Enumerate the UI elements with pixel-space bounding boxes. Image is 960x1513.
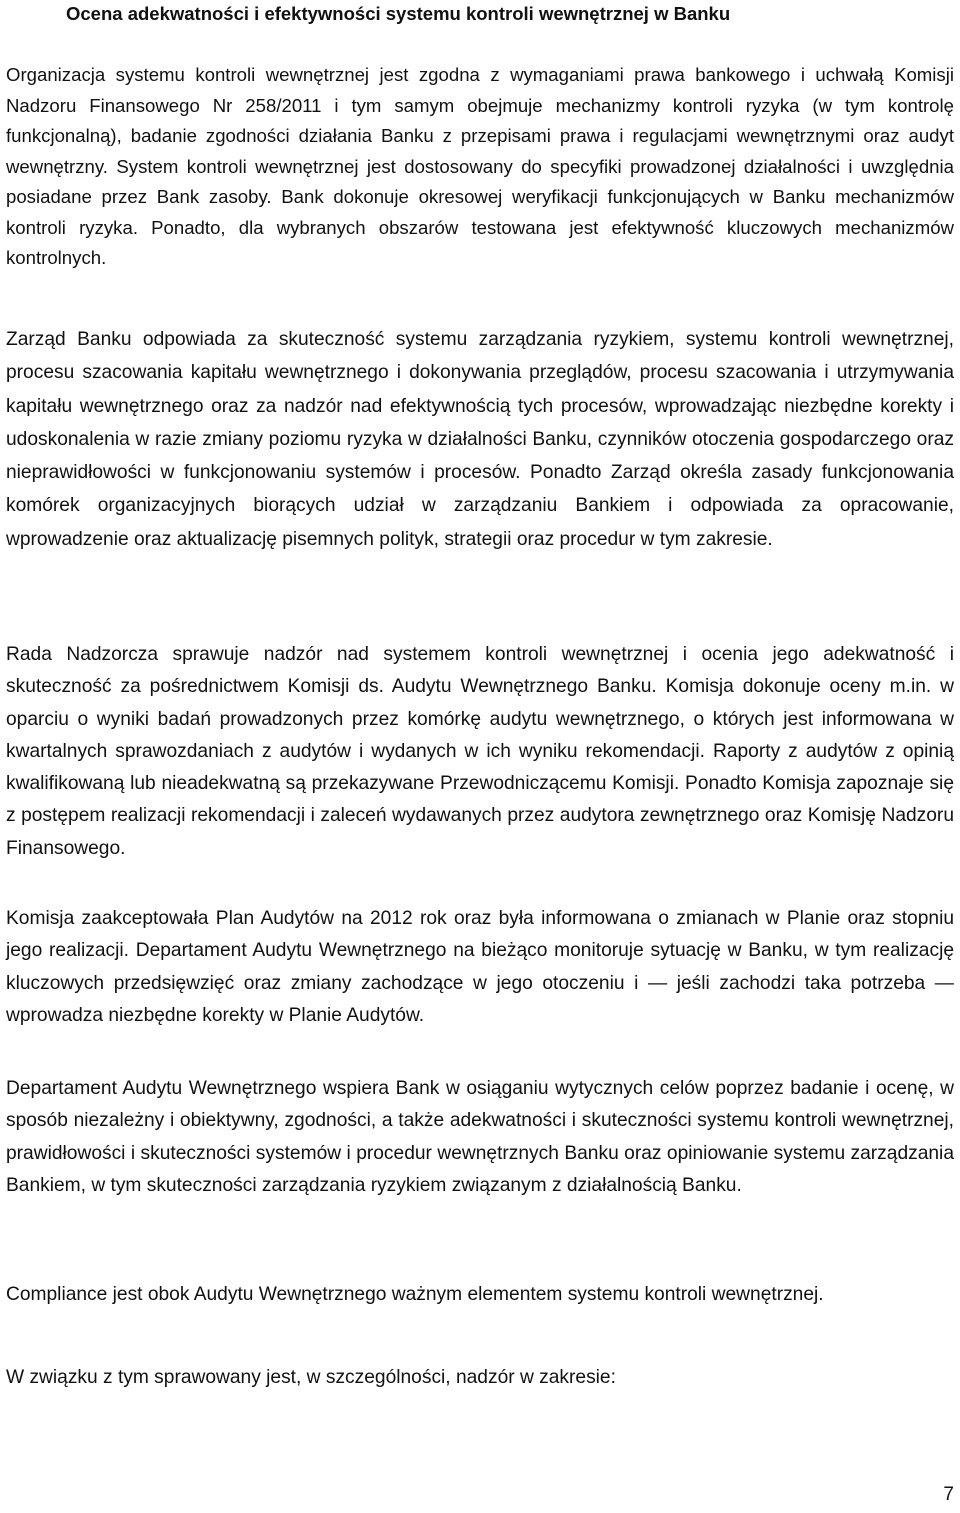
section-heading: Ocena adekwatności i efektywności systemu kontroli wewnętrznej w Banku <box>66 3 731 24</box>
paragraph-oversight-scope-intro: W związku z tym sprawowany jest, w szczególności, nadzór w zakresie: <box>6 1367 616 1388</box>
paragraph-internal-control-organization: Organizacja systemu kontroli wewnętrznej jest zgodna z wymaganiami prawa bankowego i uchwałą Komisji Nadzoru Finansowego Nr 258/2011 i tym samym obejmuje mechanizmy kontroli ryzyka (w tym kontrolę funkcjonalną), badanie zgodności działania Banku z przepisami prawa i regulacjami wewnętrznymi oraz audyt wewnętrzny. System kontroli wewnętrznej jest dostosowany do specyfiki prowadzonej działalności i uwzględnia posiadane przez Bank zasoby. Bank dokonuje okresowej weryfikacji funkcjonujących w Banku mechanizmów kontroli ryzyka. Ponadto, dla wybranych obszarów testowana jest efektywność kluczowych mechanizmów kontrolnych. <box>6 64 954 268</box>
page-number: 7 <box>943 1484 954 1505</box>
paragraph-compliance: Compliance jest obok Audytu Wewnętrznego ważnym elementem systemu kontroli wewnętrznej. <box>6 1284 824 1305</box>
paragraph-management-board-responsibility: Zarząd Banku odpowiada za skuteczność systemu zarządzania ryzykiem, systemu kontroli wewnętrznej, procesu szacowania kapitału wewnętrznego i dokonywania przeglądów, procesu szacowania i utrzymywania kapitału wewnętrznego oraz za nadzór nad efektywnością tych procesów, wprowadzając niezbędne korekty i udoskonalenia w razie zmiany poziomu ryzyka w działalności Banku, czynników otoczenia gospodarczego oraz nieprawidłowości w funkcjonowaniu systemów i procesów. Ponadto Zarząd określa zasady funkcjonowania komórek organizacyjnych biorących udział w zarządzaniu Bankiem i odpowiada za opracowanie, wprowadzenie oraz aktualizację pisemnych polityk, strategii oraz procedur w tym zakresie. <box>6 329 954 550</box>
paragraph-internal-audit-department: Departament Audytu Wewnętrznego wspiera Bank w osiąganiu wytycznych celów poprzez badanie i ocenę, w sposób niezależny i obiektywny, zgodności, a także adekwatności i skuteczności systemu kontroli wewnętrznej, prawidłowości i skuteczności systemów i procedur wewnętrznych Banku oraz opiniowanie systemu zarządzania Bankiem, w tym skuteczności zarządzania ryzykiem związanym z działalnością Banku. <box>6 1078 954 1196</box>
paragraph-supervisory-board-oversight: Rada Nadzorcza sprawuje nadzór nad systemem kontroli wewnętrznej i ocenia jego adekwatność i skuteczność za pośrednictwem Komisji ds. Audytu Wewnętrznego Banku. Komisja dokonuje oceny m.in. w oparciu o wyniki badań prowadzonych przez komórkę audytu wewnętrznego, o których jest informowana w kwartalnych sprawozdaniach z audytów i wydanych w ich wyniku rekomendacji. Raporty z audytów z opinią kwalifikowaną lub nieadekwatną są przekazywane Przewodniczącemu Komisji. Ponadto Komisja zapoznaje się z postępem realizacji rekomendacji i zaleceń wydawanych przez audytora zewnętrznego oraz Komisję Nadzoru Finansowego. <box>6 644 954 859</box>
paragraph-audit-plan: Komisja zaakceptowała Plan Audytów na 2012 rok oraz była informowana o zmianach w Planie oraz stopniu jego realizacji. Departament Audytu Wewnętrznego na bieżąco monitoruje sytuację w Banku, w tym realizację kluczowych przedsięwzięć oraz zmiany zachodzące w jego otoczeniu i — jeśli zachodzi taka potrzeba — wprowadza niezbędne korekty w Planie Audytów. <box>6 908 954 1026</box>
